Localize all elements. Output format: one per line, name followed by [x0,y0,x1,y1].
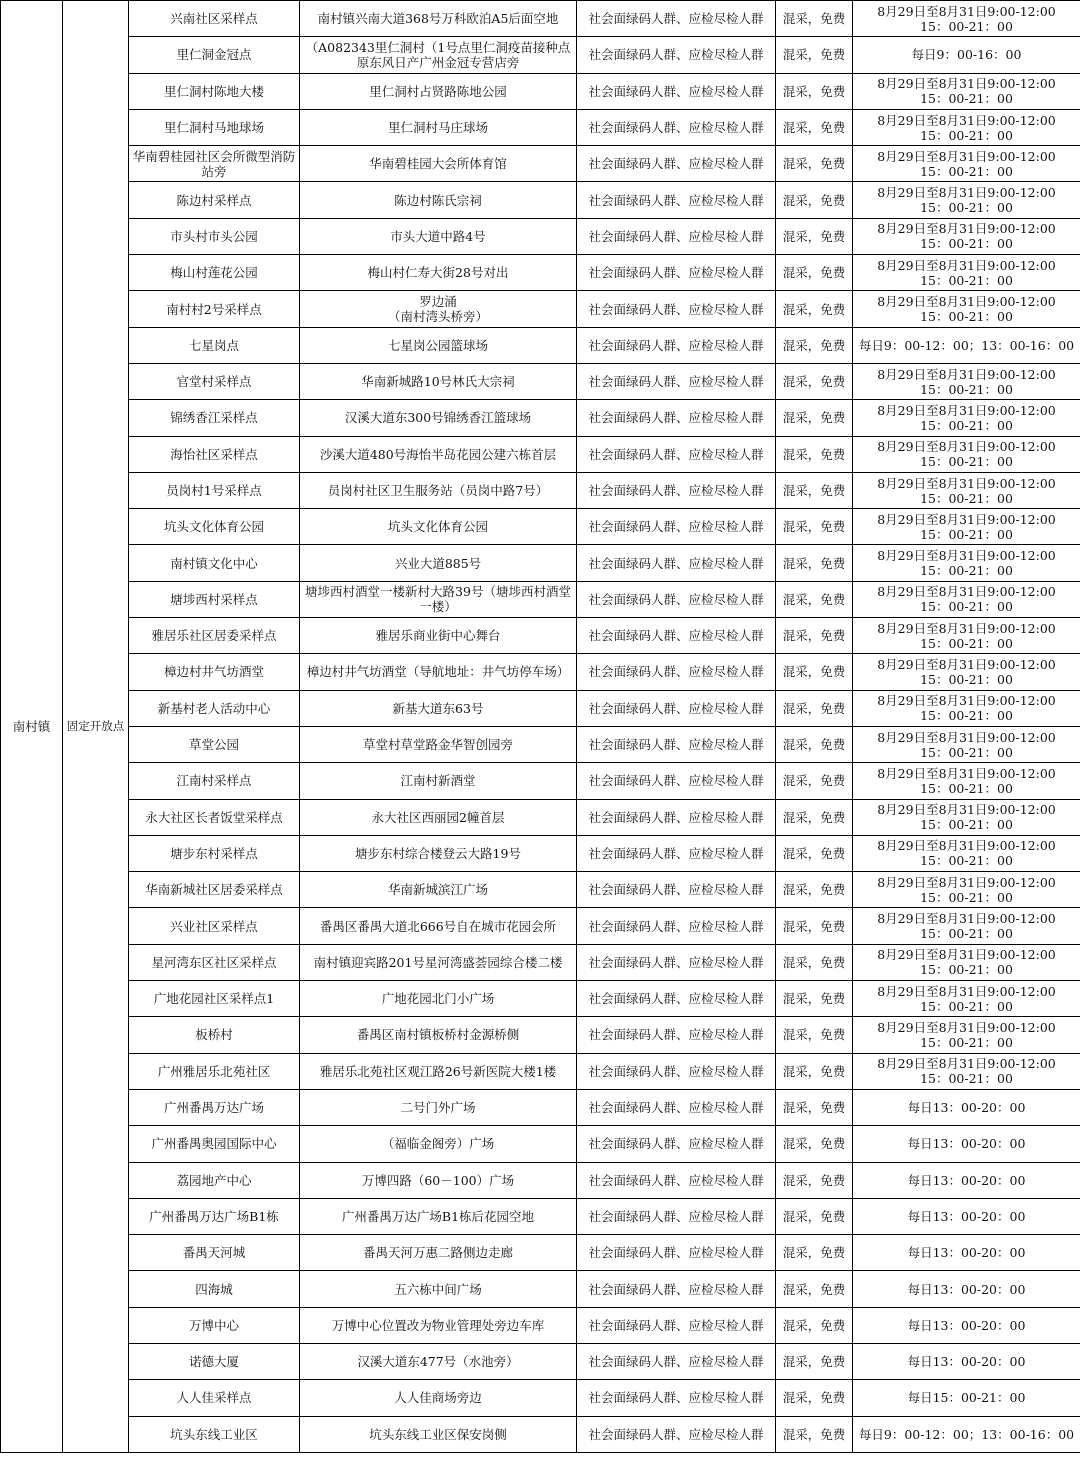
target-group-cell: 社会面绿码人群、应检尽检人群 [577,509,776,545]
service-hours-cell: 8月29日至8月31日9:00-12:00 15：00-21：00 [853,363,1080,399]
site-name-cell: 塘步东村采样点 [129,835,300,871]
sampling-method-cell: 混采，免费 [776,400,853,436]
address-cell: （A082343里仁洞村（1号点里仁洞疫苗接种点原东风日产广州金冠专营店旁 [300,37,577,73]
table-row [1,690,1080,726]
address-cell: 番禺区南村镇板桥村金源桥侧 [300,1017,577,1053]
site-name-cell: 华南碧桂园社区会所微型消防站旁 [129,146,300,182]
target-group-cell: 社会面绿码人群、应检尽检人群 [577,1126,776,1162]
table-row [1,146,1080,182]
town-cell: 南村镇 [1,1,63,1453]
address-cell: 樟边村井气坊酒堂（导航地址：井气坊停车场） [300,654,577,690]
address-cell: 江南村新酒堂 [300,763,577,799]
target-group-cell: 社会面绿码人群、应检尽检人群 [577,327,776,363]
site-name-cell: 华南新城社区居委采样点 [129,872,300,908]
site-name-cell: 梅山村莲花公园 [129,255,300,291]
target-group-cell: 社会面绿码人群、应检尽检人群 [577,1416,776,1452]
target-group-cell: 社会面绿码人群、应检尽检人群 [577,835,776,871]
table-row [1,436,1080,472]
sampling-method-cell: 混采，免费 [776,73,853,109]
sampling-method-cell: 混采，免费 [776,981,853,1017]
target-group-cell: 社会面绿码人群、应检尽检人群 [577,545,776,581]
sampling-method-cell: 混采，免费 [776,545,853,581]
site-name-cell: 星河湾东区社区采样点 [129,944,300,980]
service-hours-cell: 8月29日至8月31日9:00-12:00 15：00-21：00 [853,545,1080,581]
target-group-cell: 社会面绿码人群、应检尽检人群 [577,726,776,762]
address-cell: 塘步东村综合楼登云大路19号 [300,835,577,871]
address-cell: 人人佳商场旁边 [300,1380,577,1416]
address-cell: 汉溪大道东300号锦绣香江篮球场 [300,400,577,436]
target-group-cell: 社会面绿码人群、应检尽检人群 [577,1053,776,1089]
address-cell: 员岗村社区卫生服务站（员岗中路7号） [300,472,577,508]
site-name-cell: 员岗村1号采样点 [129,472,300,508]
address-cell: 雅居乐商业街中心舞台 [300,618,577,654]
site-name-cell: 广州雅居乐北苑社区 [129,1053,300,1089]
sampling-method-cell: 混采，免费 [776,763,853,799]
sampling-method-cell: 混采，免费 [776,1162,853,1198]
target-group-cell: 社会面绿码人群、应检尽检人群 [577,763,776,799]
target-group-cell: 社会面绿码人群、应检尽检人群 [577,436,776,472]
table-row [1,109,1080,145]
table-row [1,581,1080,617]
site-name-cell: 四海城 [129,1271,300,1307]
service-hours-cell: 8月29日至8月31日9:00-12:00 15：00-21：00 [853,835,1080,871]
service-hours-cell: 每日13：00-20：00 [853,1343,1080,1379]
address-cell: 五六栋中间广场 [300,1271,577,1307]
service-hours-cell: 8月29日至8月31日9:00-12:00 15：00-21：00 [853,182,1080,218]
target-group-cell: 社会面绿码人群、应检尽检人群 [577,218,776,254]
sampling-method-cell: 混采，免费 [776,1198,853,1234]
site-name-cell: 里仁洞村陈地大楼 [129,73,300,109]
service-hours-cell: 8月29日至8月31日9:00-12:00 15：00-21：00 [853,799,1080,835]
sampling-method-cell: 混采，免费 [776,1416,853,1452]
address-cell: 罗边涌 （南村湾头桥旁） [300,291,577,327]
table-row [1,1,1080,37]
target-group-cell: 社会面绿码人群、应检尽检人群 [577,654,776,690]
table-row [1,1162,1080,1198]
site-name-cell: 人人佳采样点 [129,1380,300,1416]
address-cell: 广州番禺万达广场B1栋后花园空地 [300,1198,577,1234]
sampling-method-cell: 混采，免费 [776,618,853,654]
sampling-method-cell: 混采，免费 [776,1017,853,1053]
sampling-method-cell: 混采，免费 [776,1271,853,1307]
address-cell: 沙溪大道480号海怡半岛花园公建六栋首层 [300,436,577,472]
table-row [1,1053,1080,1089]
table-row [1,1198,1080,1234]
sampling-method-cell: 混采，免费 [776,436,853,472]
address-cell: 里仁洞村马庄球场 [300,109,577,145]
sampling-method-cell: 混采，免费 [776,291,853,327]
service-hours-cell: 每日13：00-20：00 [853,1307,1080,1343]
table-row [1,37,1080,73]
address-cell: 永大社区西丽园2幢首层 [300,799,577,835]
address-cell: 广地花园北门小广场 [300,981,577,1017]
address-cell: 兴业大道885号 [300,545,577,581]
address-cell: 汉溪大道东477号（水池旁） [300,1343,577,1379]
target-group-cell: 社会面绿码人群、应检尽检人群 [577,1343,776,1379]
site-name-cell: 诺德大厦 [129,1343,300,1379]
service-hours-cell: 8月29日至8月31日9:00-12:00 15：00-21：00 [853,726,1080,762]
table-row [1,509,1080,545]
target-group-cell: 社会面绿码人群、应检尽检人群 [577,1198,776,1234]
table-row [1,363,1080,399]
site-name-cell: 兴业社区采样点 [129,908,300,944]
table-row [1,763,1080,799]
target-group-cell: 社会面绿码人群、应检尽检人群 [577,1,776,37]
table-row [1,872,1080,908]
table-row [1,545,1080,581]
table-row [1,255,1080,291]
address-cell: 坑头东线工业区保安岗侧 [300,1416,577,1452]
site-name-cell: 新基村老人活动中心 [129,690,300,726]
table-row [1,1017,1080,1053]
site-name-cell: 陈边村采样点 [129,182,300,218]
address-cell: 草堂村草堂路金华智创园旁 [300,726,577,762]
target-group-cell: 社会面绿码人群、应检尽检人群 [577,872,776,908]
table-row [1,73,1080,109]
table-row [1,400,1080,436]
table-row [1,472,1080,508]
table-row [1,618,1080,654]
service-hours-cell: 8月29日至8月31日9:00-12:00 15：00-21：00 [853,944,1080,980]
service-hours-cell: 8月29日至8月31日9:00-12:00 15：00-21：00 [853,763,1080,799]
service-hours-cell: 8月29日至8月31日9:00-12:00 15：00-21：00 [853,690,1080,726]
service-hours-cell: 8月29日至8月31日9:00-12:00 15：00-21：00 [853,581,1080,617]
service-hours-cell: 每日13：00-20：00 [853,1198,1080,1234]
target-group-cell: 社会面绿码人群、应检尽检人群 [577,1307,776,1343]
address-cell: 南村镇兴南大道368号万科欧泊A5后面空地 [300,1,577,37]
sampling-method-cell: 混采，免费 [776,690,853,726]
target-group-cell: 社会面绿码人群、应检尽检人群 [577,255,776,291]
sampling-method-cell: 混采，免费 [776,146,853,182]
site-name-cell: 坑头东线工业区 [129,1416,300,1452]
address-cell: 里仁洞村占贤路陈地公园 [300,73,577,109]
category-cell: 固定开放点 [63,1,129,1453]
service-hours-cell: 每日9：00-16：00 [853,37,1080,73]
site-name-cell: 七星岗点 [129,327,300,363]
target-group-cell: 社会面绿码人群、应检尽检人群 [577,981,776,1017]
sampling-method-cell: 混采，免费 [776,182,853,218]
service-hours-cell: 8月29日至8月31日9:00-12:00 15：00-21：00 [853,218,1080,254]
table-row [1,981,1080,1017]
service-hours-cell: 8月29日至8月31日9:00-12:00 15：00-21：00 [853,1053,1080,1089]
site-name-cell: 市头村市头公园 [129,218,300,254]
address-cell: 华南碧桂园大会所体育馆 [300,146,577,182]
sampling-method-cell: 混采，免费 [776,654,853,690]
service-hours-cell: 8月29日至8月31日9:00-12:00 15：00-21：00 [853,291,1080,327]
table-row [1,1416,1080,1452]
service-hours-cell: 每日15：00-21：00 [853,1380,1080,1416]
sampling-method-cell: 混采，免费 [776,1343,853,1379]
table-row [1,1380,1080,1416]
target-group-cell: 社会面绿码人群、应检尽检人群 [577,618,776,654]
table-row [1,944,1080,980]
site-name-cell: 里仁洞村马地球场 [129,109,300,145]
service-hours-cell: 8月29日至8月31日9:00-12:00 15：00-21：00 [853,73,1080,109]
sampling-method-cell: 混采，免费 [776,1380,853,1416]
table-row [1,726,1080,762]
site-name-cell: 江南村采样点 [129,763,300,799]
address-cell: 雅居乐北苑社区观江路26号新医院大楼1楼 [300,1053,577,1089]
table-row [1,327,1080,363]
target-group-cell: 社会面绿码人群、应检尽检人群 [577,37,776,73]
site-name-cell: 海怡社区采样点 [129,436,300,472]
table-row [1,1271,1080,1307]
target-group-cell: 社会面绿码人群、应检尽检人群 [577,690,776,726]
service-hours-cell: 8月29日至8月31日9:00-12:00 15：00-21：00 [853,400,1080,436]
target-group-cell: 社会面绿码人群、应检尽检人群 [577,1380,776,1416]
address-cell: 番禺天河万惠二路侧边走廊 [300,1235,577,1271]
target-group-cell: 社会面绿码人群、应检尽检人群 [577,146,776,182]
service-hours-cell: 每日9：00-12：00；13：00-16：00 [853,1416,1080,1452]
target-group-cell: 社会面绿码人群、应检尽检人群 [577,182,776,218]
service-hours-cell: 8月29日至8月31日9:00-12:00 15：00-21：00 [853,908,1080,944]
service-hours-cell: 每日13：00-20：00 [853,1089,1080,1125]
table-row [1,1307,1080,1343]
address-cell: 南村镇迎宾路201号星河湾盛荟园综合楼二楼 [300,944,577,980]
site-name-cell: 坑头文化体育公园 [129,509,300,545]
sampling-method-cell: 混采，免费 [776,363,853,399]
address-cell: 新基大道东63号 [300,690,577,726]
site-name-cell: 锦绣香江采样点 [129,400,300,436]
sampling-method-cell: 混采，免费 [776,872,853,908]
target-group-cell: 社会面绿码人群、应检尽检人群 [577,799,776,835]
target-group-cell: 社会面绿码人群、应检尽检人群 [577,1162,776,1198]
target-group-cell: 社会面绿码人群、应检尽检人群 [577,291,776,327]
service-hours-cell: 8月29日至8月31日9:00-12:00 15：00-21：00 [853,472,1080,508]
address-cell: 二号门外广场 [300,1089,577,1125]
site-name-cell: 草堂公园 [129,726,300,762]
sampling-method-cell: 混采，免费 [776,944,853,980]
address-cell: 陈边村陈氏宗祠 [300,182,577,218]
table-row [1,835,1080,871]
service-hours-cell: 每日13：00-20：00 [853,1126,1080,1162]
site-name-cell: 南村镇文化中心 [129,545,300,581]
target-group-cell: 社会面绿码人群、应检尽检人群 [577,400,776,436]
service-hours-cell: 8月29日至8月31日9:00-12:00 15：00-21：00 [853,981,1080,1017]
site-name-cell: 永大社区长者饭堂采样点 [129,799,300,835]
sampling-method-cell: 混采，免费 [776,327,853,363]
site-name-cell: 塘埗西村采样点 [129,581,300,617]
site-name-cell: 番禺天河城 [129,1235,300,1271]
address-cell: 梅山村仁寿大街28号对出 [300,255,577,291]
target-group-cell: 社会面绿码人群、应检尽检人群 [577,363,776,399]
sampling-method-cell: 混采，免费 [776,1307,853,1343]
target-group-cell: 社会面绿码人群、应检尽检人群 [577,581,776,617]
address-cell: 万博四路（60－100）广场 [300,1162,577,1198]
sampling-method-cell: 混采，免费 [776,726,853,762]
sampling-method-cell: 混采，免费 [776,835,853,871]
address-cell: 市头大道中路4号 [300,218,577,254]
sampling-method-cell: 混采，免费 [776,1,853,37]
sampling-method-cell: 混采，免费 [776,1089,853,1125]
site-name-cell: 里仁洞金冠点 [129,37,300,73]
site-name-cell: 广州番禺万达广场 [129,1089,300,1125]
service-hours-cell: 8月29日至8月31日9:00-12:00 15：00-21：00 [853,509,1080,545]
target-group-cell: 社会面绿码人群、应检尽检人群 [577,944,776,980]
sampling-method-cell: 混采，免费 [776,37,853,73]
site-name-cell: 万博中心 [129,1307,300,1343]
table-body [1,1,1080,1453]
service-hours-cell: 每日9：00-12：00；13：00-16：00 [853,327,1080,363]
address-cell: 坑头文化体育公园 [300,509,577,545]
address-cell: 华南新城滨江广场 [300,872,577,908]
table-row [1,1235,1080,1271]
sampling-method-cell: 混采，免费 [776,581,853,617]
table-row [1,908,1080,944]
target-group-cell: 社会面绿码人群、应检尽检人群 [577,472,776,508]
sampling-method-cell: 混采，免费 [776,1235,853,1271]
site-name-cell: 广州番禺万达广场B1栋 [129,1198,300,1234]
site-name-cell: 板桥村 [129,1017,300,1053]
sampling-method-cell: 混采，免费 [776,908,853,944]
service-hours-cell: 每日13：00-20：00 [853,1235,1080,1271]
table-row [1,291,1080,327]
address-cell: 万博中心位置改为物业管理处旁边车库 [300,1307,577,1343]
table-row [1,182,1080,218]
sampling-method-cell: 混采，免费 [776,255,853,291]
sampling-method-cell: 混采，免费 [776,509,853,545]
target-group-cell: 社会面绿码人群、应检尽检人群 [577,1271,776,1307]
service-hours-cell: 8月29日至8月31日9:00-12:00 15：00-21：00 [853,146,1080,182]
address-cell: 番禺区番禺大道北666号自在城市花园会所 [300,908,577,944]
address-cell: 塘埗西村酒堂一楼新村大路39号（塘埗西村酒堂一楼） [300,581,577,617]
table-row [1,1089,1080,1125]
target-group-cell: 社会面绿码人群、应检尽检人群 [577,1017,776,1053]
service-hours-cell: 8月29日至8月31日9:00-12:00 15：00-21：00 [853,1,1080,37]
service-hours-cell: 8月29日至8月31日9:00-12:00 15：00-21：00 [853,654,1080,690]
sampling-method-cell: 混采，免费 [776,109,853,145]
sampling-method-cell: 混采，免费 [776,1126,853,1162]
address-cell: 七星岗公园篮球场 [300,327,577,363]
site-name-cell: 荔园地产中心 [129,1162,300,1198]
service-hours-cell: 每日13：00-20：00 [853,1271,1080,1307]
service-hours-cell: 8月29日至8月31日9:00-12:00 15：00-21：00 [853,109,1080,145]
site-name-cell: 广州番禺奥园国际中心 [129,1126,300,1162]
table-row [1,799,1080,835]
table-row [1,654,1080,690]
sampling-method-cell: 混采，免费 [776,218,853,254]
table-row [1,218,1080,254]
service-hours-cell: 8月29日至8月31日9:00-12:00 15：00-21：00 [853,436,1080,472]
table-row [1,1343,1080,1379]
target-group-cell: 社会面绿码人群、应检尽检人群 [577,109,776,145]
target-group-cell: 社会面绿码人群、应检尽检人群 [577,908,776,944]
address-cell: （福临金阁旁）广场 [300,1126,577,1162]
site-name-cell: 兴南社区采样点 [129,1,300,37]
site-name-cell: 樟边村井气坊酒堂 [129,654,300,690]
sampling-method-cell: 混采，免费 [776,799,853,835]
table-row [1,1126,1080,1162]
site-name-cell: 官堂村采样点 [129,363,300,399]
service-hours-cell: 8月29日至8月31日9:00-12:00 15：00-21：00 [853,1017,1080,1053]
service-hours-cell: 8月29日至8月31日9:00-12:00 15：00-21：00 [853,618,1080,654]
service-hours-cell: 每日13：00-20：00 [853,1162,1080,1198]
service-hours-cell: 8月29日至8月31日9:00-12:00 15：00-21：00 [853,255,1080,291]
site-name-cell: 南村村2号采样点 [129,291,300,327]
sampling-method-cell: 混采，免费 [776,472,853,508]
target-group-cell: 社会面绿码人群、应检尽检人群 [577,1235,776,1271]
target-group-cell: 社会面绿码人群、应检尽检人群 [577,1089,776,1125]
service-hours-cell: 8月29日至8月31日9:00-12:00 15：00-21：00 [853,872,1080,908]
address-cell: 华南新城路10号林氏大宗祠 [300,363,577,399]
site-name-cell: 广地花园社区采样点1 [129,981,300,1017]
site-name-cell: 雅居乐社区居委采样点 [129,618,300,654]
target-group-cell: 社会面绿码人群、应检尽检人群 [577,73,776,109]
sampling-method-cell: 混采，免费 [776,1053,853,1089]
